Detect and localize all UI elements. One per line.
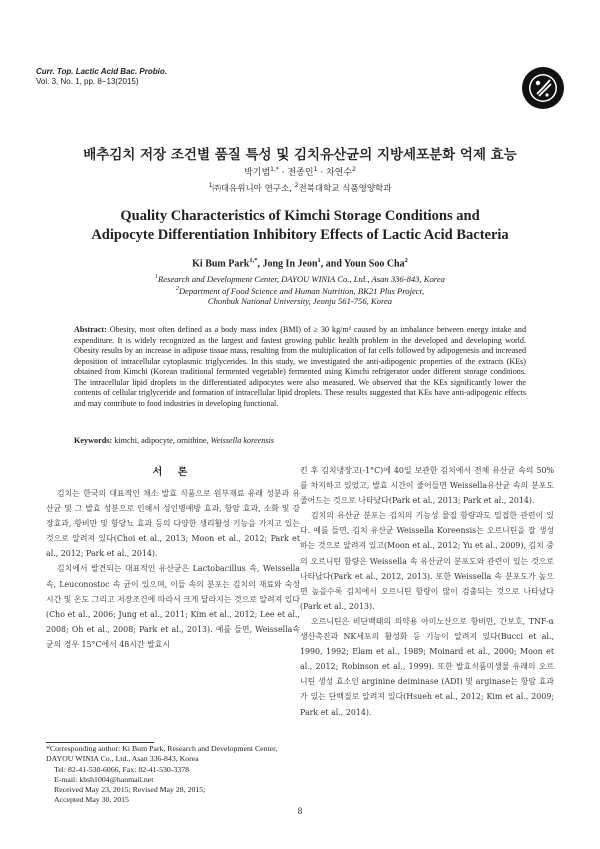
society-seal-logo xyxy=(521,66,565,110)
affiliation-korean: $^1$㈜대유위니아 연구소, $^2$전북대학교 식품영양학과 xyxy=(208,182,392,194)
intro-paragraph-4: 김치의 유산균 분포는 김치의 기능성 물질 함량과도 밀접한 관련이 있다. 예를 들면, 김치 유산균 Weissella Koreensis는 오르니틴을 잘 생성하는 것으로 알려져 있고(Moon et al., 2012; Yu et al., 2009), 김치 중의 오르니틴 함량은 Weissella 속 유산균의 분포도와 관련이 있는 것으로 나타났다(Park et al., 2012, 2013). 또한 Weissella 속 분포도가 높으면 높을수록 김치에서 오르니틴 함량이 많이 검출되는 것으로 나타났다(Park et al., 2013). xyxy=(300,511,554,611)
footnote-received: Received May 23, 2015; Revised May 28, 2015; xyxy=(54,785,206,795)
left-column xyxy=(46,486,300,652)
paper-title-english xyxy=(0,207,600,245)
footnote-rule xyxy=(46,742,154,743)
journal-header xyxy=(36,67,167,87)
footnote-accepted: Accepted May 30, 2015 xyxy=(54,795,129,805)
right-column xyxy=(300,463,554,720)
keywords-label: Keywords: xyxy=(74,436,113,445)
footnote-tel: Tel: 82-41-530-6066, Fax: 82-41-530-3378 xyxy=(54,764,190,774)
abstract-text: Obesity, most often defined as a body mass index (BMI) of ≥ 30 kg/m² caused by an imbalance between energy intake and expenditure. It is widely recognized as the largest and fastest growing public health problem in the developed and developing world. Obesity results by an increase in adipose tissue mass, resulting from the multiplication of fat cells followed by adipogenesis and increased deposition of intracellular cytoplasmic triglycerides. In this study, we investigated the anti-adipogenic properties of the extracts (KEs) obtained from Kimchi (Korean traditional fermented vegetable) fermented using Kimchi refrigerator under different storage conditions. The intracellular lipid droplets in the differentiated adipocytes were also measured. We observed that the KEs significantly lower the contents of cellular triglyceride and formation of intracellular lipid droplets. These results suggested that KEs have anti-adipogenic effects and may contribute to food industries in developing functional. xyxy=(74,325,526,408)
abstract xyxy=(74,325,526,409)
title-line-2: Adipocyte Differentiation Inhibitory Effects of Lactic Acid Bacteria xyxy=(91,227,509,243)
intro-paragraph-3: 킨 후 김치냉장고(-1°C)에 40일 보관한 김치에서 전체 유산균 속의 50%를 차지하고 있었고, 발효 시간이 줄어들면 Weissella유산균 속의 분포도 줄어드는 것으로 나타났다(Park et al., 2013; Park et al., 2014). xyxy=(300,466,554,506)
title-line-1: Quality Characteristics of Kimchi Storage Conditions and xyxy=(120,208,480,224)
keywords: Keywords: kimchi, adipocyte, ornithine, Weissella koreensis xyxy=(74,436,274,445)
intro-paragraph-2: 김치에서 발견되는 대표적인 유산균은 Lactobacillus 속, Weissella 속, Leuconostoc 속 균이 있으며, 이들 속의 분포는 김치의 재료와 숙성 시간 및 온도 그리고 저장조건에 따라서 크게 달라지는 것으로 알려져 있다(Cho et al., 2006; Jung et al., 2011; Kim et al., 2012; Lee et al., 2008; Oh et al., 2008; Park et al., 2013). 예를 들면, Weissella속 균의 경우 15°C에서 48시간 발효시 xyxy=(46,564,300,649)
section-heading-introduction: 서 론 xyxy=(152,467,194,478)
corresponding-author-footnote xyxy=(46,744,296,806)
authors-english: Ki Bum Park$^{1,*}$, Jong In Jeon$^1$, and Youn Soo Cha$^2$ xyxy=(192,257,408,270)
authors-korean: 박기범$^{1,*}$ · 전종인$^1$ · 차연수$^2$ xyxy=(244,166,356,178)
affiliation-line-1: $^1$Research and Development Center, DAYOU WINIA Co., Ltd., Asan 336-843, Korea xyxy=(155,273,445,284)
page-number: 8 xyxy=(297,806,303,816)
journal-name: Curr. Top. Lactic Acid Bac. Probio. xyxy=(36,67,167,76)
intro-paragraph-5: 오르니틴은 비단백태의 의약용 아미노산으로 항비만, 간보호, TNF-α 생산촉진과 NK세포의 활성화 등 기능이 알려져 있다(Bucci et al., 1990, 1992; Elam et al., 1989; Moinard et al., 2000; Moon et al., 2012; Robinson et al., 1999). 또한 발효식품미생물 유래의 오르니틴 생성 효소인 arginine deiminase (ADI) 및 arginase는 항암 효과가 있는 단백질로 알려져 있다(Hsueh et al., 2012; Kim et al., 2009; Park et al., 2014). xyxy=(300,616,554,717)
journal-volume: Vol. 3, No. 1, pp. 8−13(2015) xyxy=(36,77,139,86)
intro-paragraph-1: 김치는 한국의 대표적인 채소 발효 식품으로 원부재료 유래 성분과 유산균 및 그 발효 성분으로 인해서 성인병예방 효과, 항암 효과, 소화 및 강장효과, 항비만 및 항당뇨 효과 등의 다양한 생리활성 기능을 가지고 있는 것으로 알려져 있다(Choi et al., 2013; Moon et al., 2012; Park et al., 2012; Park et al., 2014). xyxy=(46,489,300,559)
abstract-label: Abstract: xyxy=(74,325,107,334)
affiliation-line-2: $^2$Department of Food Science and Human Nutrition, BK21 Plus Project, xyxy=(175,285,425,296)
affiliation-line-3: Chonbuk National University, Jeonju 561-756, Korea xyxy=(207,296,393,307)
footnote-corresponding: *Corresponding author: Ki Bum Park, Research and Development Center, DAYOU WINIA Co., Ltd., Asan 336-843, Korea xyxy=(46,744,278,764)
paper-title-korean: 배추김치 저장 조건별 품질 특성 및 김치유산균의 지방세포분화 억제 효능 xyxy=(83,147,517,163)
affiliations-english xyxy=(0,272,600,306)
footnote-email: E-mail: kbsh1004@hanmail.net xyxy=(54,774,154,784)
